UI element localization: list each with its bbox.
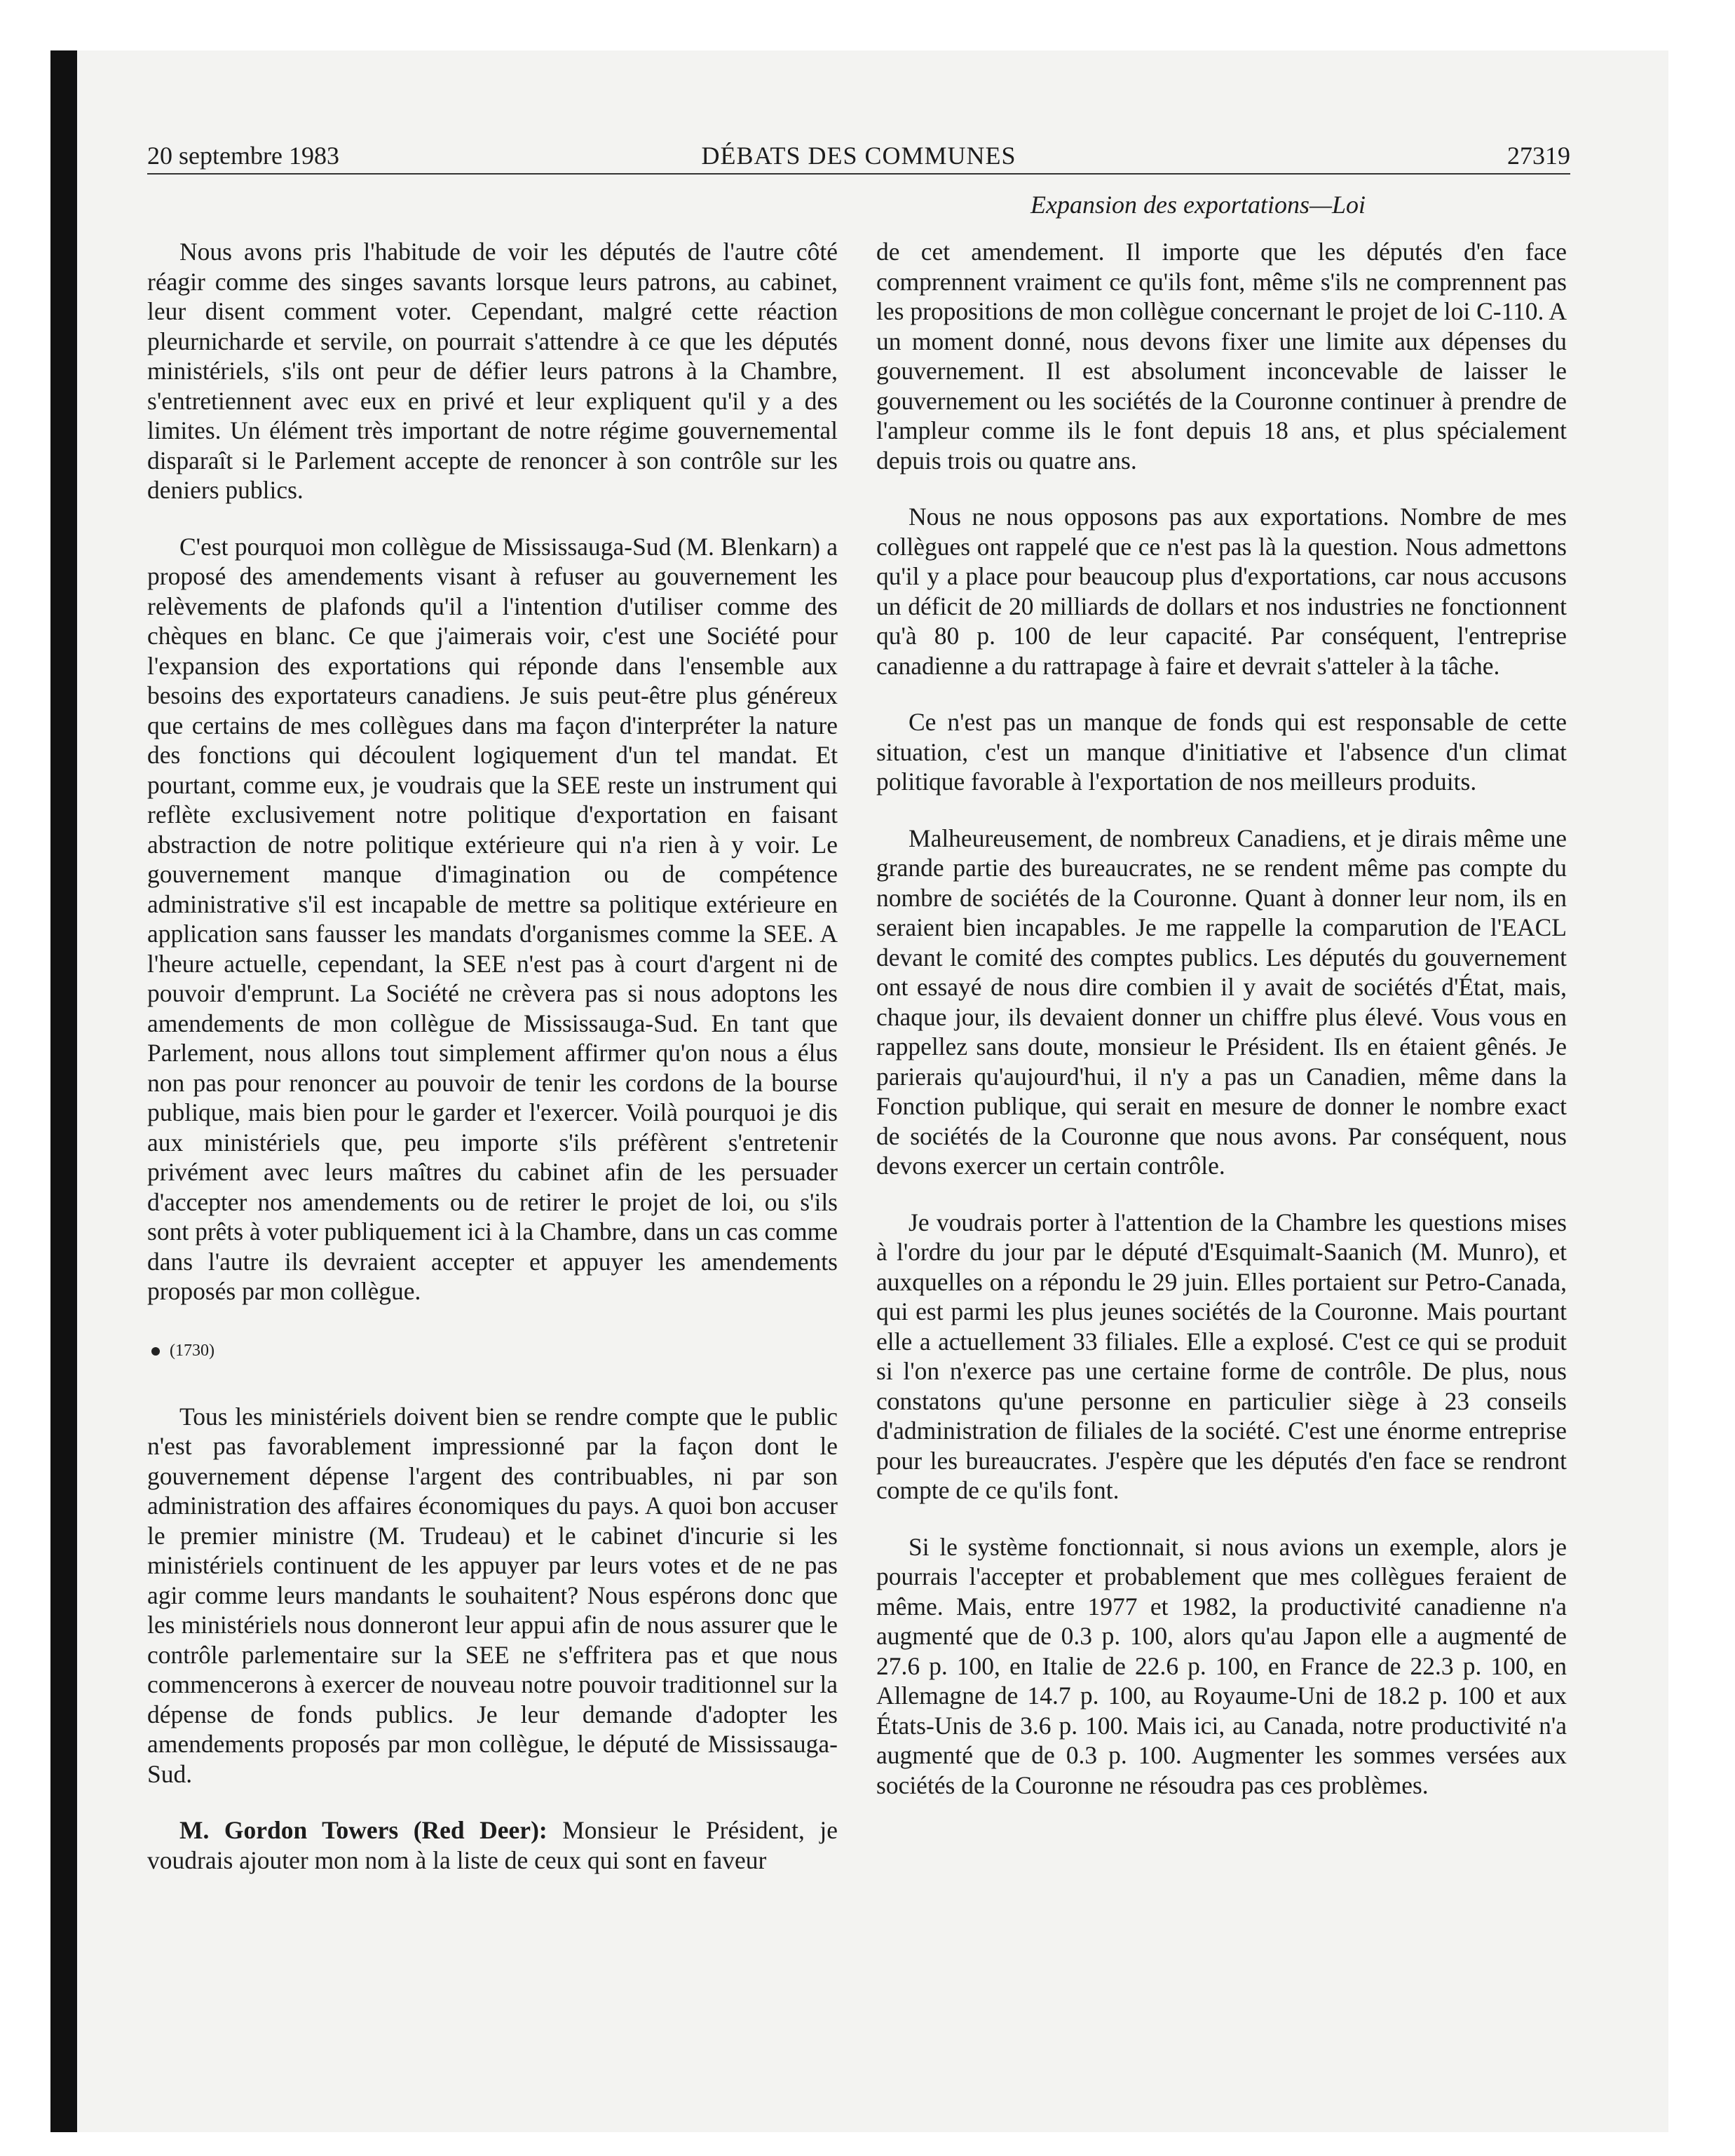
speaker-name: M. Gordon Towers (Red Deer): [179, 1816, 547, 1844]
right-column [876, 237, 1567, 1827]
scan-edge-shadow [50, 50, 77, 2132]
paragraph: Je voudrais porter à l'attention de la Chambre les questions mises à l'ordre du jour par le député d'Esquimalt-Saanich (M. Munro), et auxquelles on a répondu le 29 juin. Elles portaient sur Petro-Canada, qui est parmi les plus jeunes sociétés de la Couronne. Mais pourtant elle a actuellement 33 filiales. Elle a explosé. C'est ce qui se produit si l'on n'exerce pas une certaine forme de contrôle. De plus, nous constatons qu'une personne en particulier siège à 23 conseils d'administration de filiales de la société. C'est une énorme entreprise pour les bureaucrates. J'espère que les députés d'en face se rendront compte de ce qu'ils font. [876, 1208, 1567, 1504]
paragraph: Ce n'est pas un manque de fonds qui est responsable de cette situation, c'est un manque d'initiative et l'absence d'un climat politique favorable à l'exportation de nos meilleurs produits. [876, 708, 1567, 796]
paragraph-continuation: de cet amendement. Il importe que les députés d'en face comprennent vraiment ce qu'ils font, même s'ils ne comprennent pas les propositions de mon collègue concernant le projet de loi C-110. A un moment donné, nous devons fixer une limite aux dépenses du gouvernement. Il est absolument inconcevable de laisser le gouvernement ou les sociétés de la Couronne continuer à prendre de l'ampleur comme ils le font depuis 18 ans, et plus spécialement depuis trois ou quatre ans. [876, 238, 1567, 475]
speaker-paragraph [147, 1815, 838, 1875]
time-marker-text: (1730) [170, 1341, 215, 1360]
paragraph: Tous les ministériels doivent bien se rendre compte que le public n'est pas favorablement impressionné par la façon dont le gouvernement dépense l'argent des contribuables, ni par son administration des affaires économiques du pays. A quoi bon accuser le premier ministre (M. Trudeau) et le cabinet d'incurie si les ministériels continuent de les appuyer par leurs votes et de ne pas agir comme leurs mandants le souhaitent? Nous espérons donc que les ministériels nous donneront leur appui afin de nous assurer que le contrôle parlementaire sur la SEE ne s'effritera pas et que nous commencerons à exercer de nouveau notre pouvoir traditionnel sur la dépense de fonds publics. Je leur demande d'adopter les amendements proposés par mon collègue, le député de Mississauga-Sud. [147, 1402, 838, 1788]
header-page-number: 27319 [1507, 142, 1570, 170]
time-marker [151, 1340, 838, 1361]
bullet-icon [151, 1347, 160, 1356]
paragraph: Malheureusement, de nombreux Canadiens, et je dirais même une grande partie des bureaucrates, ne se rendent même pas compte du nombre de sociétés de la Couronne. Quant à donner leur nom, ils en seraient bien incapables. Je me rappelle la comparution de l'EACL devant le comité des comptes publics. Les députés du gouvernement ont essayé de nous dire combien il y avait de sociétés d'État, mais, chaque jour, ils devaient donner un chiffre plus élevé. Vous vous en rappellez sans doute, monsieur le Président. Ils en étaient gênés. Je parierais qu'aujourd'hui, il n'y a pas un Canadien, même dans la Fonction publique, qui serait en mesure de donner le nombre exact de sociétés de la Couronne que nous avons. Par conséquent, nous devons exercer un certain contrôle. [876, 824, 1567, 1180]
header-title: DÉBATS DES COMMUNES [701, 142, 1016, 170]
page-header [147, 140, 1570, 171]
header-date: 20 septembre 1983 [147, 142, 339, 170]
header-rule [147, 173, 1570, 175]
speaker-text: Monsieur le Président, je voudrais ajouter mon nom à la liste de ceux qui sont en faveur [147, 1816, 838, 1874]
paragraph: Si le système fonctionnait, si nous avions un exemple, alors je pourrais l'accepter et probablement que mes collègues feraient de même. Mais, entre 1977 et 1982, la productivité canadienne n'a augmenté que de 0.3 p. 100, alors qu'au Japon elle a augmenté de 27.6 p. 100, en Italie de 22.6 p. 100, en France de 22.3 p. 100, en Allemagne de 14.7 p. 100, au Royaume-Uni de 18.2 p. 100 et aux États-Unis de 3.6 p. 100. Mais ici, au Canada, notre productivité n'a augmenté que de 0.3 p. 100. Augmenter les sommes versées aux sociétés de la Couronne ne résoudra pas ces problèmes. [876, 1532, 1567, 1799]
paragraph: Nous avons pris l'habitude de voir les députés de l'autre côté réagir comme des singes savants lorsque leurs patrons, au cabinet, leur disent comment voter. Cependant, malgré cette réaction pleurnicharde et servile, on pourrait s'attendre à ce que les députés ministériels, s'ils ont peur de défier leurs patrons à la Chambre, s'entretiennent avec eux en privé et leur expliquent qu'il y a des limites. Un élément très important de notre régime gouvernemental disparaît si le Parlement accepte de renoncer à son contrôle sur les deniers publics. [147, 238, 838, 504]
paragraph: Nous ne nous opposons pas aux exportations. Nombre de mes collègues ont rappelé que ce n'est pas là la question. Nous admettons qu'il y a place pour beaucoup plus d'exportations, car nous accusons un déficit de 20 milliards de dollars et nos industries ne fonctionnent qu'à 80 p. 100 de leur capacité. Par conséquent, l'entreprise canadienne a du rattrapage à faire et devrait s'atteler à la tâche. [876, 503, 1567, 680]
paragraph: C'est pourquoi mon collègue de Mississauga-Sud (M. Blenkarn) a proposé des amendements visant à refuser au gouvernement les relèvements de plafonds qu'il a l'intention d'utiliser comme des chèques en blanc. Ce que j'aimerais voir, c'est une Société pour l'expansion des exportations qui réponde dans l'ensemble aux besoins des exportateurs canadiens. Je suis peut-être plus généreux que certains de mes collègues dans ma façon d'interpréter la nature des fonctions qui découlent logiquement d'un tel mandat. Et pourtant, comme eux, je voudrais que la SEE reste un instrument qui reflète exclusivement notre politique d'exportation en faisant abstraction de notre politique extérieure qui n'a rien à y voir. Le gouvernement manque d'imagination ou de compétence administrative s'il est incapable de mettre sa politique extérieure en application sans fausser les mandats d'organismes comme la SEE. A l'heure actuelle, cependant, la SEE n'est pas à court d'argent ni de pouvoir d'emprunt. La Société ne crèvera pas si nous adoptons les amendements de mon collègue de Mississauga-Sud. En tant que Parlement, nous allons tout simplement affirmer qu'on nous a élus non pas pour renoncer au pouvoir de tenir les cordons de la bourse publique, mais bien pour le garder et l'exercer. Voilà pourquoi je dis aux ministériels que, peu importe s'ils préfèrent s'entretenir privément avec leurs maîtres du cabinet afin de les persuader d'accepter nos amendements ou de retirer le projet de loi, ou s'ils sont prêts à voter publiquement ici à la Chambre, dans un cas comme dans l'autre ils devraient accepter et appuyer les amendements proposés par mon collègue. [147, 532, 838, 1305]
running-head: Expansion des exportations—Loi [1030, 191, 1366, 219]
left-column [147, 237, 838, 1902]
